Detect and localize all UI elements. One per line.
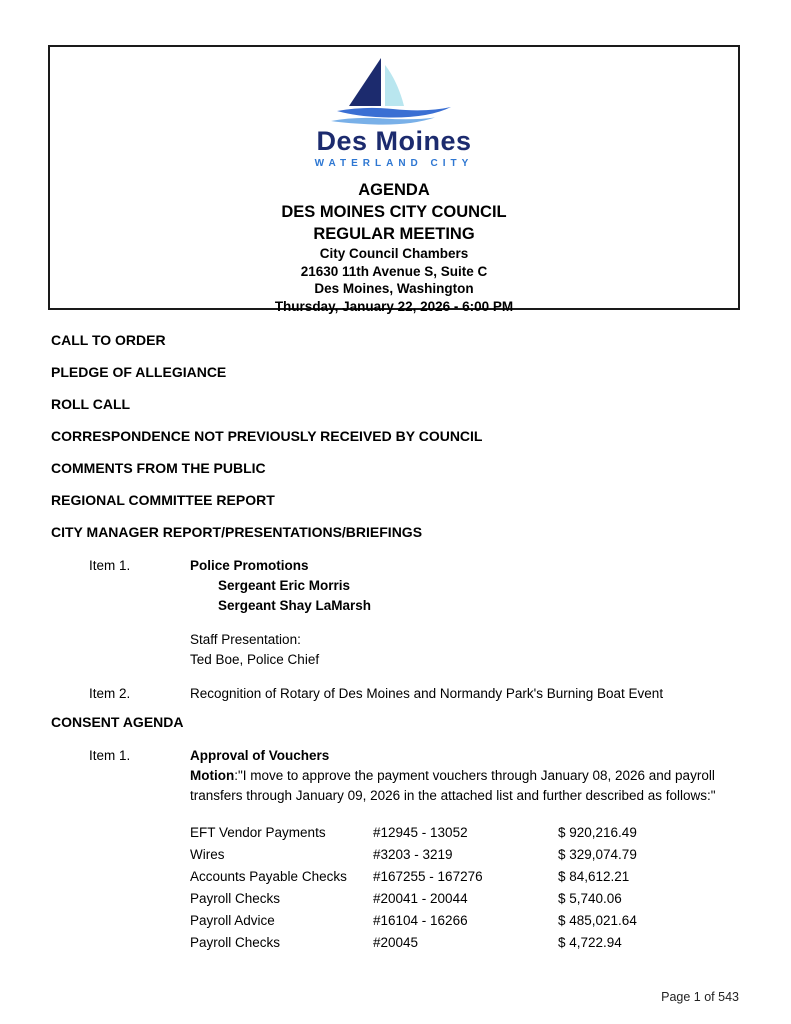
section-consent-agenda: CONSENT AGENDA [51, 714, 184, 730]
voucher-row [190, 932, 751, 954]
city-logo [50, 57, 738, 170]
voucher-numbers: #12945 - 13052 [373, 825, 468, 840]
meeting-title-block [50, 179, 738, 315]
meeting-address: 21630 11th Avenue S, Suite C [300, 263, 488, 279]
meeting-city-state: Des Moines, Washington [314, 281, 474, 296]
voucher-numbers: #20041 - 20044 [373, 891, 468, 906]
item-label: Item 1. [89, 558, 131, 573]
voucher-type: Payroll Advice [190, 913, 275, 928]
item-label: Item 1. [89, 748, 131, 763]
voucher-amount: $ 920,216.49 [558, 825, 637, 840]
page-number: Page 1 of 543 [661, 990, 739, 1004]
voucher-amount: $ 4,722.94 [558, 935, 622, 950]
meeting-datetime: Thursday, January 22, 2026 - 6:00 PM [274, 298, 514, 314]
agenda-body [51, 332, 751, 954]
voucher-type: Wires [190, 847, 225, 862]
city-manager-item-1 [89, 556, 751, 670]
voucher-row [190, 822, 751, 844]
voucher-amount: $ 485,021.64 [558, 913, 637, 928]
voucher-table [190, 822, 751, 954]
section-roll-call: ROLL CALL [51, 396, 131, 412]
section-city-manager-report: CITY MANAGER REPORT/PRESENTATIONS/BRIEFINGS [51, 524, 423, 540]
sailboat-icon [331, 57, 457, 127]
voucher-row [190, 866, 751, 888]
promotee-name: Sergeant Eric Morris [218, 578, 351, 593]
consent-item-1 [89, 746, 751, 954]
spacer [190, 616, 751, 630]
section-pledge-of-allegiance: PLEDGE OF ALLEGIANCE [51, 364, 227, 380]
item-content [190, 556, 751, 670]
section-regional-committee: REGIONAL COMMITTEE REPORT [51, 492, 275, 508]
meeting-venue: City Council Chambers [319, 246, 469, 261]
motion-label: Motion [190, 768, 235, 783]
staff-presentation-label: Staff Presentation: [190, 632, 301, 647]
motion-text: :"I move to approve the payment vouchers through January 08, 2026 and payroll transfers through January 09, 2026 in the attached list and further described as follows:" [190, 768, 716, 803]
voucher-type: Accounts Payable Checks [190, 869, 347, 884]
voucher-numbers: #167255 - 167276 [373, 869, 483, 884]
section-comments-public: COMMENTS FROM THE PUBLIC [51, 460, 266, 476]
promotee-name: Sergeant Shay LaMarsh [218, 598, 372, 613]
meeting-type: REGULAR MEETING [313, 225, 475, 243]
voucher-row [190, 888, 751, 910]
voucher-numbers: #20045 [373, 935, 419, 950]
consent-agenda-items [89, 746, 751, 954]
motion-paragraph [190, 766, 746, 806]
voucher-numbers: #3203 - 3219 [373, 847, 453, 862]
voucher-amount: $ 84,612.21 [558, 869, 630, 884]
voucher-numbers: #16104 - 16266 [373, 913, 468, 928]
voucher-type: EFT Vendor Payments [190, 825, 326, 840]
voucher-type: Payroll Checks [190, 891, 281, 906]
item-title: Approval of Vouchers [190, 748, 330, 763]
logo-city-name: Des Moines [316, 126, 472, 156]
voucher-amount: $ 329,074.79 [558, 847, 637, 862]
item-content [190, 746, 751, 954]
section-correspondence: CORRESPONDENCE NOT PREVIOUSLY RECEIVED BY COUNCIL [51, 428, 483, 444]
voucher-row [190, 844, 751, 866]
item-title: Police Promotions [190, 558, 309, 573]
logo-tagline: WATERLAND CITY [314, 158, 474, 169]
item-label: Item 2. [89, 686, 131, 701]
voucher-row [190, 910, 751, 932]
agenda-title: AGENDA [358, 181, 430, 199]
staff-presenter: Ted Boe, Police Chief [190, 652, 320, 667]
city-manager-item-2 [89, 684, 751, 704]
city-manager-items [89, 556, 751, 704]
voucher-type: Payroll Checks [190, 935, 281, 950]
voucher-amount: $ 5,740.06 [558, 891, 622, 906]
section-call-to-order: CALL TO ORDER [51, 332, 166, 348]
header-box [48, 45, 740, 314]
council-title: DES MOINES CITY COUNCIL [281, 203, 507, 221]
item-title: Recognition of Rotary of Des Moines and Normandy Park's Burning Boat Event [190, 686, 664, 701]
